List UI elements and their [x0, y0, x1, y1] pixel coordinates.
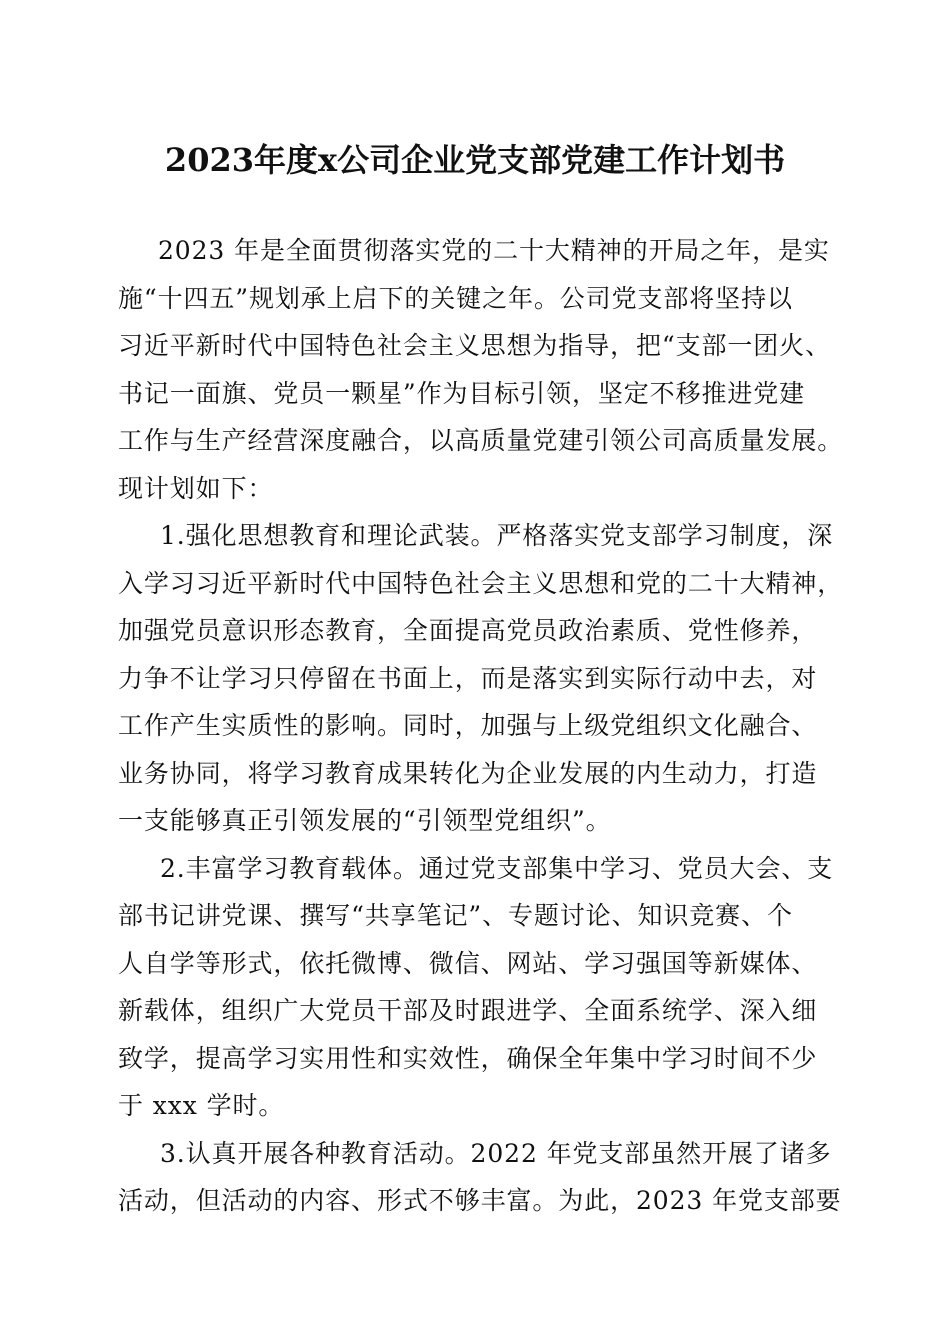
text-line: 部书记讲党课、撰写“共享笔记”、专题讨论、知识竞赛、个 [118, 901, 793, 930]
text-line: 于 xxx 学时。 [118, 1091, 285, 1120]
text-line: 书记一面旗、党员一颗星”作为目标引领，坚定不移推进党建 [118, 378, 806, 408]
text-line: 一支能够真正引领发展的“引领型党组织”。 [118, 806, 612, 835]
document-body [118, 227, 844, 1225]
text-line: 工作与生产经营深度融合，以高质量党建引领公司高质量发展。 [118, 426, 844, 455]
text-line: 2023 年是全面贯彻落实党的二十大精神的开局之年，是实 [158, 236, 830, 265]
text-line: 入学习习近平新时代中国特色社会主义思想和党的二十大精神， [118, 568, 844, 598]
text-line: 活动，但活动的内容、形式不够丰富。为此，2023 年党支部要 [118, 1186, 842, 1215]
text-line: 施“十四五”规划承上启下的关键之年。公司党支部将坚持以 [118, 283, 793, 313]
text-line: 力争不让学习只停留在书面上，而是落实到实际行动中去，对 [118, 663, 818, 693]
text-line: 现计划如下： [118, 473, 274, 503]
text-line: 业务协同，将学习教育成果转化为企业发展的内生动力，打造 [118, 758, 818, 788]
paragraph-item-1 [118, 512, 844, 845]
document-title: 2023年度x公司企业党支部党建工作计划书 [164, 141, 786, 179]
text-line: 3.认真开展各种教育活动。2022 年党支部虽然开展了诸多 [160, 1138, 832, 1168]
text-line: 习近平新时代中国特色社会主义思想为指导，把“支部一团火、 [118, 331, 831, 360]
text-line: 人自学等形式，依托微博、微信、网站、学习强国等新媒体、 [118, 948, 818, 978]
text-line: 1.强化思想教育和理论武装。严格落实党支部学习制度，深 [160, 521, 834, 550]
paragraph-item-2 [118, 845, 838, 1130]
text-line: 工作产生实质性的影响。同时，加强与上级党组织文化融合、 [118, 711, 818, 740]
paragraph-item-3 [118, 1130, 842, 1225]
paragraph-intro [118, 227, 844, 512]
text-line: 加强党员意识形态教育，全面提高党员政治素质、党性修养， [118, 616, 818, 645]
text-line: 2.丰富学习教育载体。通过党支部集中学习、党员大会、支 [160, 853, 834, 883]
text-line: 致学，提高学习实用性和实效性，确保全年集中学习时间不少 [118, 1043, 818, 1073]
text-line: 新载体，组织广大党员干部及时跟进学、全面系统学、深入细 [118, 996, 818, 1025]
